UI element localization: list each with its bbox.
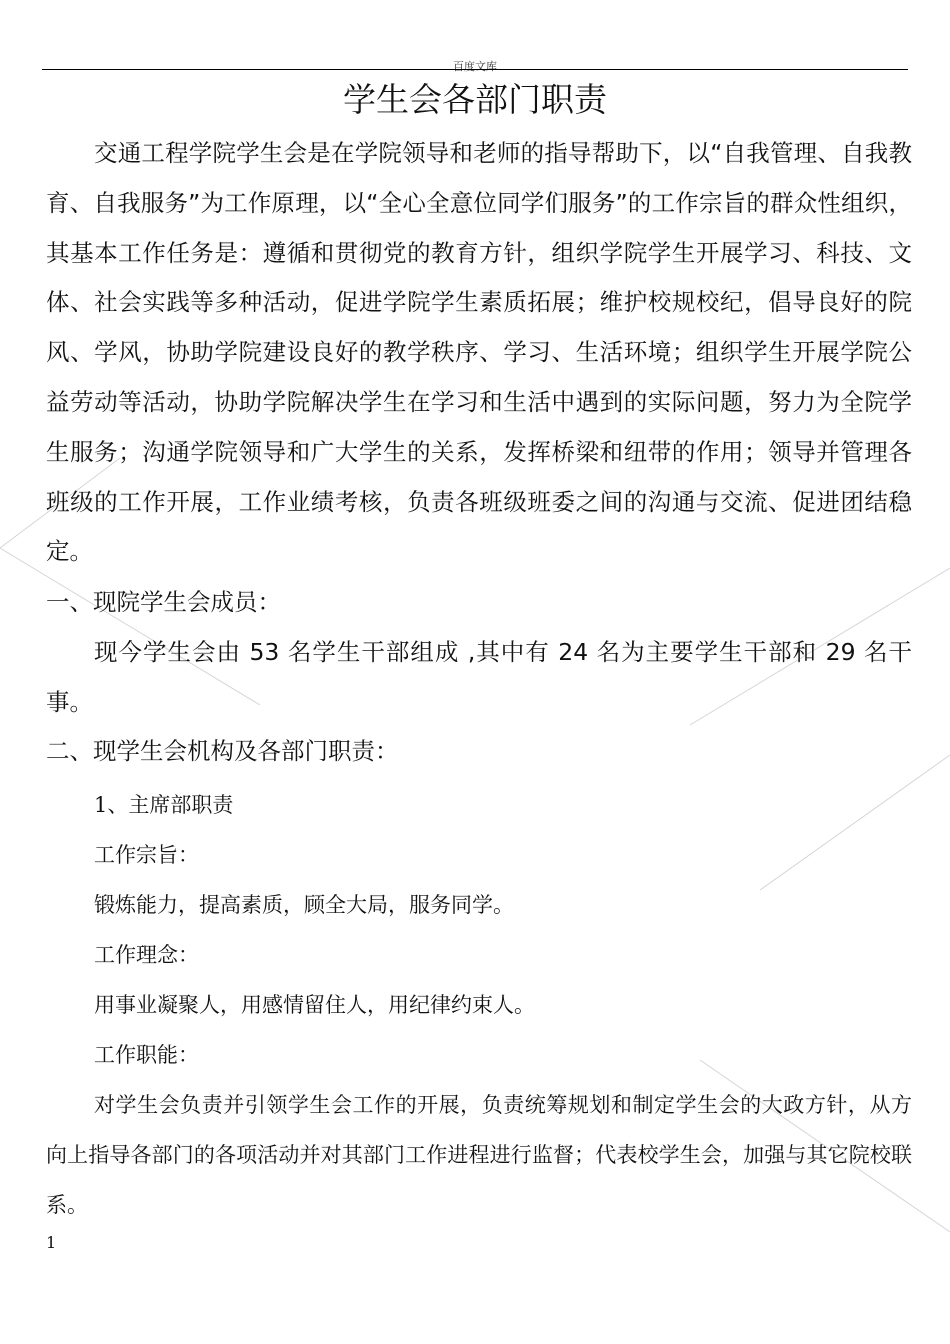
function-label: 工作职能：: [94, 1043, 199, 1067]
concept-text: 用事业凝聚人，用感情留住人，用纪律约束人。: [94, 993, 535, 1017]
page-header: 百度文库: [453, 60, 497, 73]
purpose-label: 工作宗旨：: [94, 843, 199, 867]
section-1-heading: 一、现院学生会成员：: [46, 588, 281, 616]
section-1-paragraph: 现今学生会由 53 名学生干部组成 ,其中有 24 名为主要学生干部和 29 名干事。: [46, 638, 912, 716]
purpose-text: 锻炼能力，提高素质，顾全大局，服务同学。: [94, 893, 514, 917]
page-number: 1: [46, 1233, 57, 1252]
concept-label: 工作理念：: [94, 943, 199, 967]
function-text: 对学生会负责并引领学生会工作的开展，负责统筹规划和制定学生会的大政方针，从方向上指导各部门的各项活动并对其部门工作进程进行监督；代表校学生会，加强与其它院校联系。: [46, 1093, 912, 1217]
document-title: 学生会各部门职责: [343, 80, 607, 119]
subsection-heading: 1、主席部职责: [94, 793, 234, 817]
section-2-heading: 二、现学生会机构及各部门职责：: [46, 737, 399, 765]
header-divider: [42, 69, 908, 70]
intro-paragraph: 交通工程学院学生会是在学院领导和老师的指导帮助下，以“自我管理、自我教育、自我服务”为工作原理，以“全心全意位同学们服务”的工作宗旨的群众性组织，其基本工作任务是：遵循和贯彻党的教育方针，组织学院学生开展学习、科技、文体、社会实践等多种活动，促进学院学生素质拓展；维护校规校纪，倡导良好的院风、学风，协助学院建设良好的教学秩序、学习、生活环境；组织学生开展学院公益劳动等活动，协助学院解决学生在学习和生活中遇到的实际问题，努力为全院学生服务；沟通学院领导和广大学生的关系，发挥桥梁和纽带的作用；领导并管理各班级的工作开展，工作业绩考核，负责各班级班委之间的沟通与交流、促进团结稳定。: [46, 139, 912, 566]
